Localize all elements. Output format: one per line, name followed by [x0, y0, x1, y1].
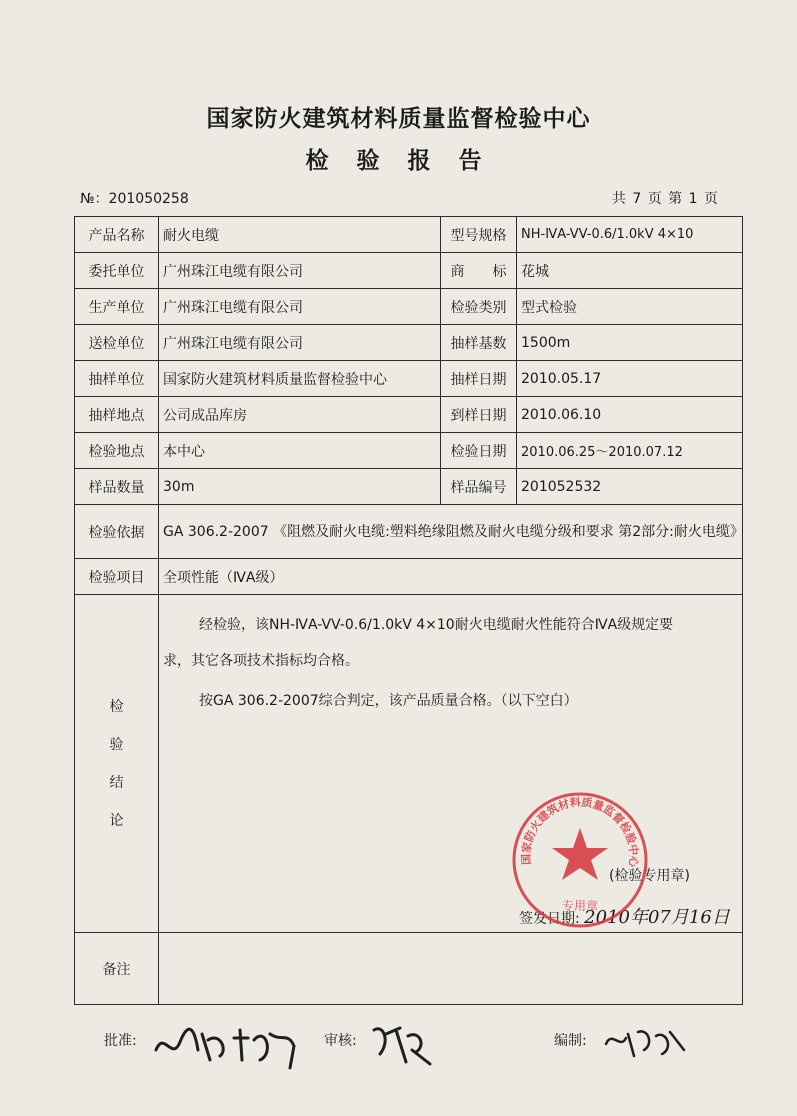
basis-value: GA 306.2-2007 《阻燃及耐火电缆:塑料绝缘阻燃及耐火电缆分级和要求 第2部分:耐火电缆》 [159, 505, 743, 559]
row-sampler [75, 361, 743, 397]
row-test-place [75, 433, 743, 469]
row-items [75, 559, 743, 595]
row-product [75, 217, 743, 253]
seal-note: (检验专用章) [609, 868, 690, 884]
conclusion-label [75, 595, 159, 933]
compile-signature-icon [600, 1020, 690, 1064]
remarks-label: 备注 [75, 933, 159, 1005]
brand-label: 商 标 [441, 253, 517, 289]
seal-ring-text: 国家防火建筑材料质量监督检验中心 [519, 795, 641, 868]
sample-no-label: 样品编号 [441, 469, 517, 505]
conclusion-label-char: 验 [109, 736, 124, 753]
official-seal-icon [510, 790, 650, 930]
sampling-place-value: 公司成品库房 [159, 397, 441, 433]
items-label: 检验项目 [75, 559, 159, 595]
sender-label: 送检单位 [75, 325, 159, 361]
conclusion-label-char: 结 [109, 774, 124, 791]
items-value: 全项性能（ⅣA级） [159, 559, 743, 595]
conclusion-paragraph-1: 经检验，该NH-ⅣA-VV-0.6/1.0kV 4×10耐火电缆耐火性能符合ⅣA级规定要 [199, 617, 674, 633]
sample-qty-value: 30m [159, 469, 441, 505]
sampler-value: 国家防火建筑材料质量监督检验中心 [159, 361, 441, 397]
sample-base-label: 抽样基数 [441, 325, 517, 361]
review-label: 审核: [324, 1033, 357, 1049]
approve-signature-icon [150, 1020, 300, 1070]
test-date-value: 2010.06.25～2010.07.12 [517, 433, 743, 469]
model-value: NH-ⅣA-VV-0.6/1.0kV 4×10 [517, 217, 743, 253]
row-remarks [75, 933, 743, 1005]
row-manufacturer [75, 289, 743, 325]
remarks-value [159, 933, 743, 1005]
approve-label: 批准: [104, 1033, 137, 1049]
row-client [75, 253, 743, 289]
conclusion-label-char: 论 [109, 812, 124, 829]
sampling-place-label: 抽样地点 [75, 397, 159, 433]
review-signature-icon [366, 1020, 436, 1068]
report-title: 国家防火建筑材料质量监督检验中心 [206, 106, 591, 132]
sign-date-value: 2010年07月16日 [584, 907, 730, 928]
arrival-date-label: 到样日期 [441, 397, 517, 433]
row-sample-qty [75, 469, 743, 505]
test-place-value: 本中心 [159, 433, 441, 469]
manufacturer-label: 生产单位 [75, 289, 159, 325]
report-subtitle: 检 验 报 告 [305, 148, 492, 174]
sampling-date-value: 2010.05.17 [517, 361, 743, 397]
test-date-label: 检验日期 [441, 433, 517, 469]
signature-row [0, 1020, 797, 1080]
conclusion-paragraph-2: 按GA 306.2-2007综合判定，该产品质量合格。（以下空白） [199, 693, 578, 709]
page-info: 共 7 页 第 1 页 [611, 191, 719, 207]
product-name-label: 产品名称 [75, 217, 159, 253]
sample-no-value: 201052532 [517, 469, 743, 505]
row-sampling-place [75, 397, 743, 433]
compile-label: 编制: [554, 1033, 587, 1049]
sampler-label: 抽样单位 [75, 361, 159, 397]
basis-label: 检验依据 [75, 505, 159, 559]
conclusion-paragraph-1-cont: 求，其它各项技术指标均合格。 [163, 653, 359, 669]
product-name-value: 耐火电缆 [159, 217, 441, 253]
sample-qty-label: 样品数量 [75, 469, 159, 505]
conclusion-label-char: 检 [109, 698, 124, 715]
report-number: №：201050258 [80, 191, 189, 207]
client-label: 委托单位 [75, 253, 159, 289]
manufacturer-value: 广州珠江电缆有限公司 [159, 289, 441, 325]
test-place-label: 检验地点 [75, 433, 159, 469]
model-label: 型号规格 [441, 217, 517, 253]
test-type-value: 型式检验 [517, 289, 743, 325]
client-value: 广州珠江电缆有限公司 [159, 253, 441, 289]
row-basis [75, 505, 743, 559]
seal-bottom-text: 专用章 [561, 899, 599, 913]
brand-value: 花城 [517, 253, 743, 289]
sample-base-value: 1500m [517, 325, 743, 361]
sign-date-label: 签发日期: [519, 911, 580, 927]
conclusion-body [159, 595, 743, 933]
test-type-label: 检验类别 [441, 289, 517, 325]
sampling-date-label: 抽样日期 [441, 361, 517, 397]
arrival-date-value: 2010.06.10 [517, 397, 743, 433]
row-sender [75, 325, 743, 361]
sender-value: 广州珠江电缆有限公司 [159, 325, 441, 361]
